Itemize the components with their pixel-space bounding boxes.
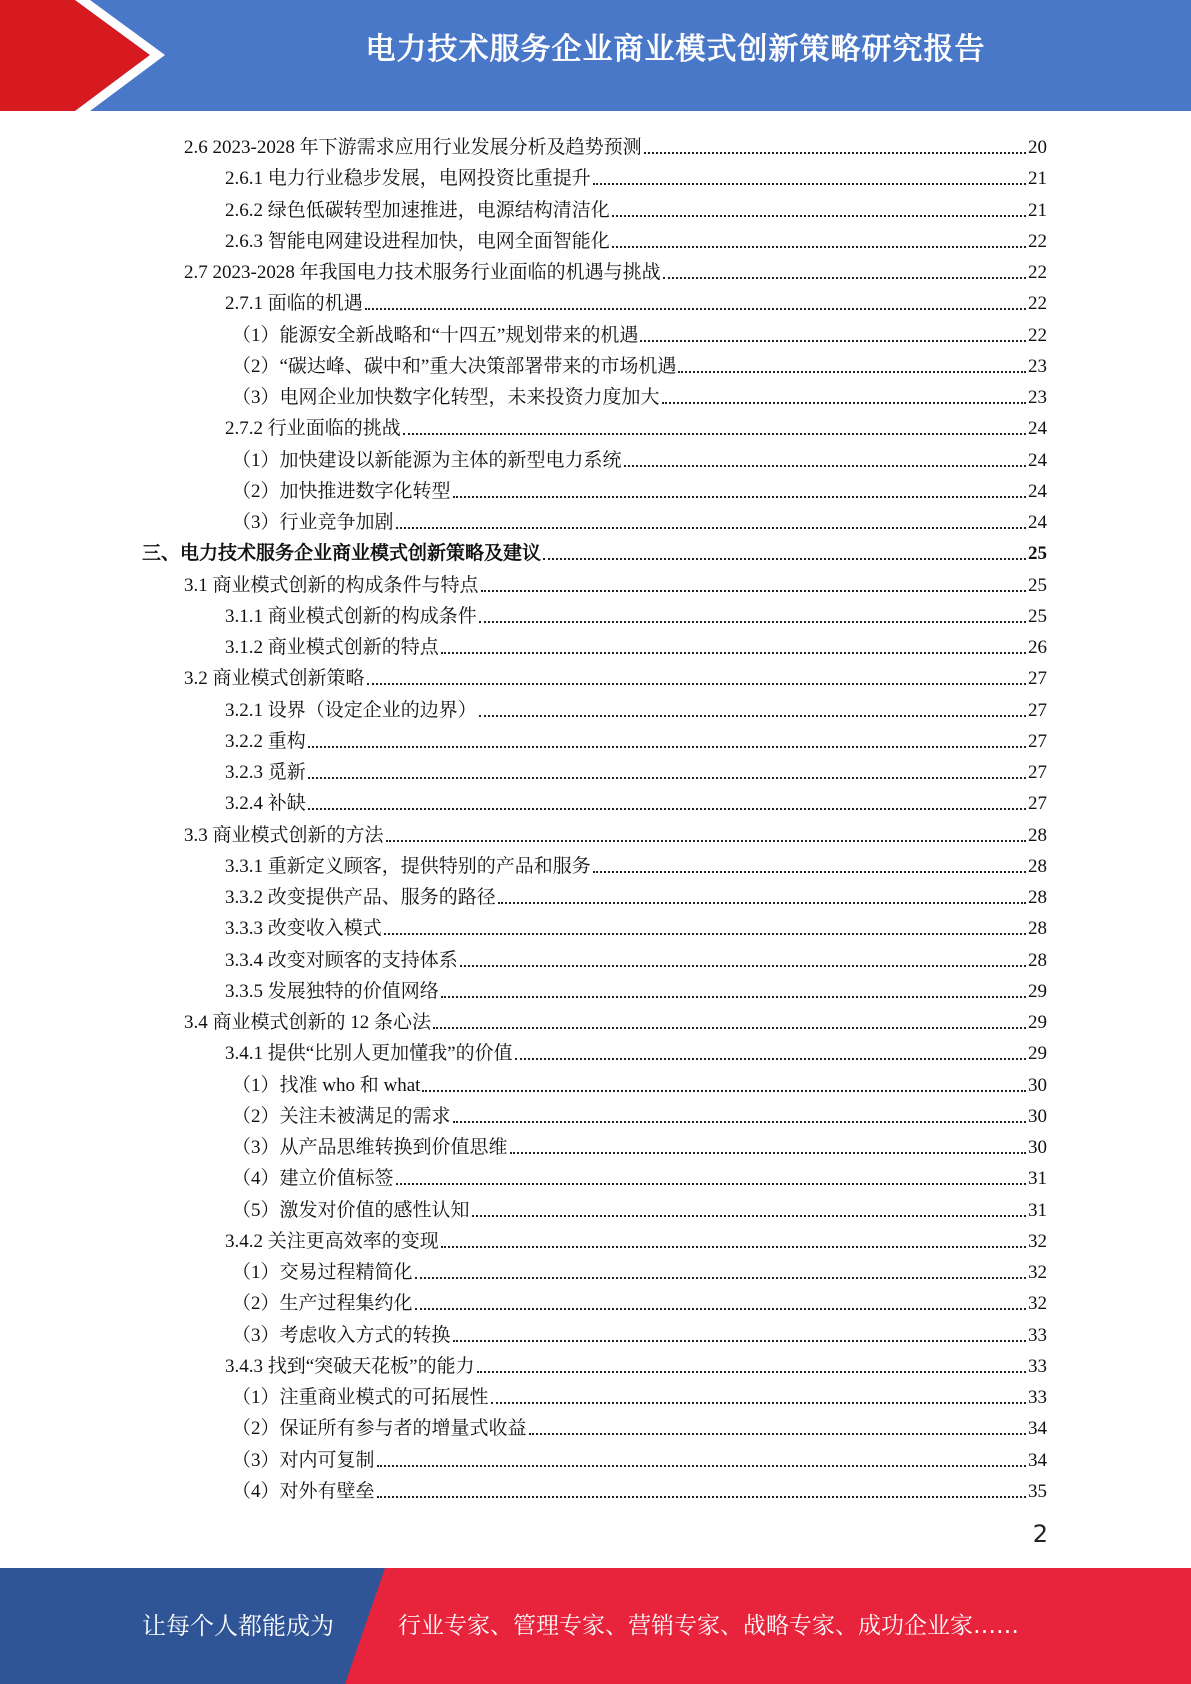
toc-entry-page: 32 <box>1028 1293 1047 1315</box>
toc-entry-title: 3.1.2 商业模式创新的特点 <box>225 637 439 658</box>
toc-leader-dots <box>433 1027 1026 1029</box>
toc-leader-dots <box>644 152 1026 154</box>
toc-entry[interactable] <box>232 1097 1047 1128</box>
toc-entry-page: 27 <box>1028 730 1047 752</box>
toc-entry[interactable] <box>225 753 1047 784</box>
toc-entry[interactable] <box>232 1128 1047 1159</box>
toc-entry-page: 27 <box>1028 793 1047 815</box>
toc-entry[interactable] <box>232 503 1047 534</box>
toc-entry-page: 22 <box>1028 230 1047 252</box>
toc-entry-title: 3.3.3 改变收入模式 <box>225 918 382 940</box>
toc-entry[interactable] <box>225 722 1047 753</box>
toc-entry-title: （4）对外有壁垒 <box>232 1480 375 1502</box>
toc-entry[interactable] <box>184 253 1047 284</box>
toc-entry[interactable] <box>225 691 1047 722</box>
toc-leader-dots <box>612 246 1026 248</box>
toc-leader-dots <box>308 808 1026 810</box>
toc-entry-title: （3）电网企业加快数字化转型，未来投资力度加大 <box>232 387 660 408</box>
toc-entry-title: （2）加快推进数字化转型 <box>232 480 451 502</box>
toc-entry-title: 3.3.1 重新定义顾客，提供特别的产品和服务 <box>225 855 591 877</box>
toc-entry-page: 27 <box>1028 699 1047 721</box>
toc-entry[interactable] <box>232 1472 1047 1503</box>
toc-entry-title: 2.7.2 行业面临的挑战 <box>225 418 401 440</box>
toc-entry[interactable] <box>232 347 1047 378</box>
toc-leader-dots <box>529 1433 1026 1435</box>
toc-entry-page: 35 <box>1028 1480 1047 1502</box>
toc-entry-page: 20 <box>1028 137 1047 158</box>
toc-entry[interactable] <box>184 659 1047 690</box>
toc-entry-title: （3）对内可复制 <box>232 1449 375 1471</box>
toc-leader-dots <box>403 433 1026 435</box>
toc-entry[interactable] <box>232 1159 1047 1190</box>
toc-leader-dots <box>510 1152 1026 1154</box>
toc-entry-page: 24 <box>1028 512 1047 533</box>
toc-leader-dots <box>678 371 1026 373</box>
toc-entry-page: 24 <box>1028 449 1047 471</box>
toc-entry-title: 3.2 商业模式创新策略 <box>184 668 365 690</box>
toc-entry-page: 23 <box>1028 387 1047 408</box>
footer-slogan-right: 行业专家、管理专家、营销专家、战略专家、成功企业家…… <box>398 1613 1019 1639</box>
toc-entry[interactable] <box>232 378 1047 409</box>
toc-entry-page: 24 <box>1028 480 1047 502</box>
toc-entry-title: （1）加快建设以新能源为主体的新型电力系统 <box>232 449 622 471</box>
toc-entry[interactable] <box>232 441 1047 472</box>
toc-entry[interactable] <box>225 972 1047 1003</box>
toc-leader-dots <box>396 527 1026 529</box>
toc-entry-title: 3.2.3 觅新 <box>225 762 306 783</box>
toc-entry-title: 3.1 商业模式创新的构成条件与特点 <box>184 574 479 596</box>
toc-entry-title: （3）考虑收入方式的转换 <box>232 1324 451 1346</box>
toc-entry-page: 28 <box>1028 949 1047 971</box>
toc-entry[interactable] <box>232 1066 1047 1097</box>
toc-entry[interactable] <box>232 1409 1047 1440</box>
toc-entry-title: 3.4 商业模式创新的 12 条心法 <box>184 1012 432 1033</box>
toc-entry-page: 34 <box>1028 1418 1047 1440</box>
toc-entry-title: 3.2.4 补缺 <box>225 793 306 815</box>
toc-entry-title: 3.3.5 发展独特的价值网络 <box>225 980 439 1002</box>
toc-entry-title: 2.7 2023-2028 年我国电力技术服务行业面临的机遇与挑战 <box>184 262 661 283</box>
toc-entry[interactable] <box>225 1347 1047 1378</box>
toc-entry[interactable] <box>232 472 1047 503</box>
toc-entry-page: 28 <box>1028 887 1047 908</box>
toc-leader-dots <box>477 1371 1026 1373</box>
toc-entry-title: 3.2.2 重构 <box>225 730 306 752</box>
toc-leader-dots <box>453 496 1026 498</box>
toc-entry-page: 33 <box>1028 1324 1047 1346</box>
toc-entry[interactable] <box>232 1191 1047 1222</box>
toc-entry-title: 3.4.3 找到“突破天花板”的能力 <box>225 1355 475 1377</box>
toc-entry-page: 22 <box>1028 262 1047 283</box>
toc-leader-dots <box>422 1090 1026 1092</box>
toc-entry-title: （2）生产过程集约化 <box>232 1293 413 1315</box>
toc-leader-dots <box>441 652 1026 654</box>
toc-entry-page: 25 <box>1028 574 1047 596</box>
toc-entry[interactable] <box>225 784 1047 815</box>
toc-entry[interactable] <box>232 1378 1047 1409</box>
toc-entry[interactable] <box>225 222 1047 253</box>
toc-leader-dots <box>479 621 1026 623</box>
toc-entry[interactable] <box>225 159 1047 190</box>
toc-entry-title: （1）注重商业模式的可拓展性 <box>232 1387 489 1408</box>
toc-entry-title: （2）关注未被满足的需求 <box>232 1105 451 1127</box>
toc-entry-page: 22 <box>1028 324 1047 346</box>
toc-entry-page: 32 <box>1028 1230 1047 1252</box>
toc-entry-page: 33 <box>1028 1387 1047 1408</box>
page-number: 2 <box>1032 1520 1048 1548</box>
footer-slogan-left: 让每个人都能成为 <box>142 1612 334 1640</box>
page-header <box>0 0 1191 111</box>
toc-entry-page: 32 <box>1028 1262 1047 1283</box>
toc-entry[interactable] <box>225 847 1047 878</box>
toc-entry[interactable] <box>184 816 1047 847</box>
toc-entry[interactable] <box>232 1441 1047 1472</box>
toc-leader-dots <box>415 1277 1026 1279</box>
toc-entry-page: 21 <box>1028 199 1047 221</box>
toc-entry[interactable] <box>225 909 1047 940</box>
toc-entry[interactable] <box>232 1284 1047 1315</box>
toc-entry-title: （1）交易过程精简化 <box>232 1262 413 1283</box>
toc-entry[interactable] <box>225 878 1047 909</box>
toc-leader-dots <box>472 1215 1026 1217</box>
toc-leader-dots <box>593 183 1026 185</box>
toc-leader-dots <box>479 715 1026 717</box>
toc-entry-page: 34 <box>1028 1449 1047 1471</box>
toc-leader-dots <box>441 996 1026 998</box>
toc-entry-page: 25 <box>1028 605 1047 627</box>
toc-leader-dots <box>612 215 1026 217</box>
toc-entry-page: 27 <box>1028 668 1047 690</box>
toc-entry-page: 22 <box>1028 293 1047 315</box>
toc-leader-dots <box>453 1121 1026 1123</box>
toc-entry[interactable] <box>232 316 1047 347</box>
toc-leader-dots <box>662 402 1026 404</box>
toc-leader-dots <box>377 1465 1026 1467</box>
toc-entry[interactable] <box>184 128 1047 159</box>
toc-entry-page: 28 <box>1028 855 1047 877</box>
toc-leader-dots <box>396 1183 1026 1185</box>
toc-entry[interactable] <box>184 566 1047 597</box>
toc-entry-title: 2.6.2 绿色低碳转型加速推进，电源结构清洁化 <box>225 199 610 221</box>
toc-entry-page: 26 <box>1028 637 1047 658</box>
toc-entry-title: （5）激发对价值的感性认知 <box>232 1199 470 1221</box>
toc-entry-title: （3）从产品思维转换到价值思维 <box>232 1137 508 1158</box>
toc-entry-page: 23 <box>1028 355 1047 377</box>
toc-entry-title: 2.6.3 智能电网建设进程加快，电网全面智能化 <box>225 230 610 252</box>
toc-leader-dots <box>384 933 1026 935</box>
toc-entry[interactable] <box>184 1003 1047 1034</box>
toc-entry-page: 24 <box>1028 418 1047 440</box>
toc-entry-title: 3.4.2 关注更高效率的变现 <box>225 1230 439 1252</box>
toc-entry-title: （1）找准 who 和 what <box>232 1074 421 1096</box>
toc-entry-page: 21 <box>1028 168 1047 190</box>
toc-entry-title: 三、电力技术服务企业商业模式创新策略及建议 <box>142 543 542 565</box>
toc-entry-title: （4）建立价值标签 <box>232 1168 394 1190</box>
toc-leader-dots <box>308 777 1026 779</box>
toc-entry-page: 31 <box>1028 1199 1047 1221</box>
toc-leader-dots <box>543 558 1026 560</box>
toc-leader-dots <box>308 746 1026 748</box>
toc-entry-title: 3.1.1 商业模式创新的构成条件 <box>225 605 477 627</box>
toc-leader-dots <box>515 1058 1026 1060</box>
toc-entry-title: （2）“碳达峰、碳中和”重大决策部署带来的市场机遇 <box>232 355 677 377</box>
toc-entry-page: 29 <box>1028 1012 1047 1033</box>
toc-entry-title: （2）保证所有参与者的增量式收益 <box>232 1418 527 1440</box>
toc-entry-title: 3.4.1 提供“比别人更加懂我”的价值 <box>225 1043 513 1065</box>
toc-entry-title: 3.3 商业模式创新的方法 <box>184 824 384 846</box>
toc-entry-page: 25 <box>1028 543 1047 565</box>
toc-leader-dots <box>415 1308 1026 1310</box>
toc-entry-title: 3.3.2 改变提供产品、服务的路径 <box>225 887 496 908</box>
toc-leader-dots <box>640 340 1026 342</box>
page-footer <box>0 1568 1191 1684</box>
toc-entry-page: 29 <box>1028 1043 1047 1065</box>
toc-entry-page: 30 <box>1028 1074 1047 1096</box>
toc-entry-page: 27 <box>1028 762 1047 783</box>
toc-entry[interactable] <box>225 941 1047 972</box>
toc-entry-page: 31 <box>1028 1168 1047 1190</box>
toc-entry-page: 28 <box>1028 918 1047 940</box>
toc-entry-page: 28 <box>1028 824 1047 846</box>
toc-entry[interactable] <box>232 1253 1047 1284</box>
toc-leader-dots <box>386 840 1026 842</box>
toc-entry[interactable] <box>225 409 1047 440</box>
toc-leader-dots <box>441 1246 1026 1248</box>
toc-leader-dots <box>377 1496 1026 1498</box>
toc-leader-dots <box>593 871 1026 873</box>
toc-leader-dots <box>624 465 1026 467</box>
toc-entry-title: 3.3.4 改变对顾客的支持体系 <box>225 949 458 971</box>
toc-entry[interactable] <box>225 191 1047 222</box>
toc-entry-page: 30 <box>1028 1105 1047 1127</box>
toc-entry[interactable] <box>225 1222 1047 1253</box>
toc-leader-dots <box>367 683 1026 685</box>
toc-leader-dots <box>498 902 1026 904</box>
toc-leader-dots <box>481 590 1026 592</box>
toc-leader-dots <box>460 965 1026 967</box>
toc-entry[interactable] <box>225 284 1047 315</box>
toc-leader-dots <box>365 308 1026 310</box>
toc-entry-title: 2.7.1 面临的机遇 <box>225 293 363 315</box>
toc-entry[interactable] <box>232 1316 1047 1347</box>
toc-entry[interactable] <box>225 1034 1047 1065</box>
toc-entry-title: 2.6.1 电力行业稳步发展，电网投资比重提升 <box>225 168 591 190</box>
toc-entry-title: 2.6 2023-2028 年下游需求应用行业发展分析及趋势预测 <box>184 137 642 158</box>
toc-leader-dots <box>491 1402 1026 1404</box>
toc-entry[interactable] <box>225 628 1047 659</box>
toc-leader-dots <box>453 1340 1026 1342</box>
toc-leader-dots <box>663 277 1026 279</box>
toc-entry[interactable] <box>225 597 1047 628</box>
toc-entry-title: 3.2.1 设界（设定企业的边界） <box>225 699 477 721</box>
toc-entry[interactable] <box>142 534 1047 565</box>
toc-entry-page: 30 <box>1028 1137 1047 1158</box>
toc-entry-page: 29 <box>1028 980 1047 1002</box>
report-title: 电力技术服务企业商业模式创新策略研究报告 <box>365 32 986 67</box>
toc-entry-title: （1）能源安全新战略和“十四五”规划带来的机遇 <box>232 324 639 346</box>
toc-entry-page: 33 <box>1028 1355 1047 1377</box>
toc-entry-title: （3）行业竞争加剧 <box>232 512 394 533</box>
